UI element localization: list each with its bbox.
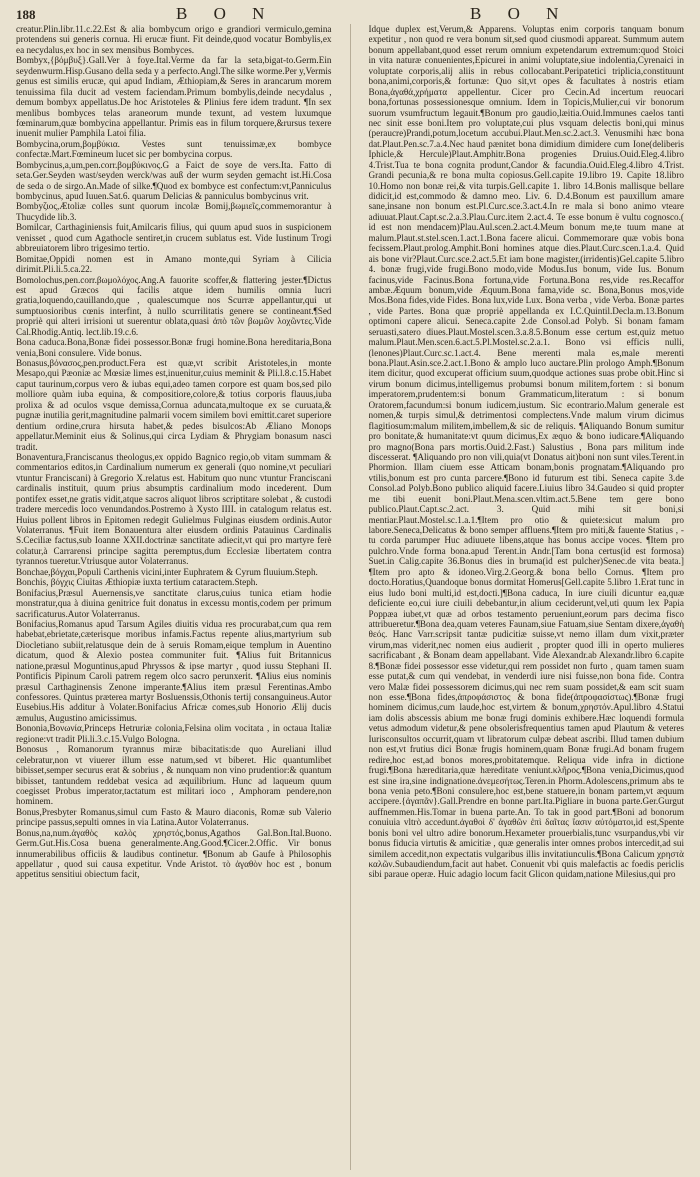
dictionary-entry: Bonchis, βόγχις Ciuitas Æthiopiæ iuxta tertium cataractem.Steph. [16,577,258,588]
dictionary-entry: Bonifacius,Romanus apud Tarsum Agiles diuitis vidua res procurabat,cum qua rem habebat,ebrietate,cæterisque moribus infamis.Factus repente alius,martyrium sub Diocletiano subiit,relatusque dein de à seruis Romam,eique templum in Auentino dicatum, quod & Alexio postea communiter fuit. ¶Alius fuit Britannicus natione,præsul Moguntinus,apud Phryssos & ipse martyr , quod iussu Stephani II. Pontificis Pipinum Caroli patrem regem olco sacro perunxerit. ¶Alius eius nominis præsul Carthaginensis Zenone imperante.¶Alius item præsul Ferentinas.Ambo confessores. Quintus præterea martyr Bosluenssis,Othonis tertij consanguineus.Autor Eusebius.His additur à Volater.Bonifacius Africæ comes,sub Honorio Ælij ducis æmulus, Augustino amicissimus. [16,618,332,723]
dictionary-entry: Bonus,na,num.ἀγαθὸς καλὸς χρηστός,bonus,Agathos Gal.Bon.Ital.Buono. Germ.Gut.His.Cosa buena generalmente.Ang.Good.¶Cicer.2.Offic. Vir bonus innumerabilibus officiis & laudibus continetur. ¶Bonum ab Gaufe à Philosophis appellatur , quod sui causa expetitur. Vnde Aristot. τὸ ἀγαθὸν hoc est , bonum appetitus sensitiui obiectum facit, [16,827,332,880]
dictionary-entry: Bonifacius,Præsul Auernensis,ve sanctitate clarus,cuius tunica etiam hodie monstratur,qua à diuina genitrice fuit donatus in excessu montis,codem per primum sacrificaturus.Autor Volaterranus. [16,587,332,619]
dictionary-entry: Bononia,Βονωνία,Princeps Hetruriæ colonia,Felsina olim vocitata , in octaua Italiæ regione:vt tradit Pli.li.3.c.15.Vulgo Bologna. [16,723,332,744]
dictionary-entry: Bombyζιος,Ætoliæ colles sunt quorum incolæ Bomij,βωμιεῖς,commemorantur à Thucydide lib.3. [16,201,332,222]
page-header [0,0,700,26]
dictionary-entry: Bonasus,βόνασος,pen.product.Fera est quæ,vt scribit Aristoteles,in monte Mesapo,qui Pæoniæ ac Mœsiæ limes est,inuenitur,cuius meminit & Pli.l.8.c.15.Habet caput taurinum,corpus vero & iubas equi,adeo tamen corpore est quam bos,sed pilo molliore quàm iuba equina, & compositiore,colore,& totius corporis flauus,iuba prolixa & ad oculos vsque demissa,Cornua aduncata,multoque ex se curuata,& pugnæ inutilia gerit,magnitudine palmarii vocem similem bovi emittit.caret superiore dentium ordine,crura hirsuta habet,& pedes bisulcos:Ab Æliano Monops appellatur.Meminit eius & Solinus,qui circa Lydiam & Phrygiam bonasum nasci tradit. [16,358,332,452]
page-number: 188 [16,7,36,22]
dictionary-entry: creatur.Plin.libr.11.c.22.Est & alia bombycum origo e grandiori vermiculo,gemina protendens sui generis cornua. Hi erucæ fiunt. Fit deinde,quod vocatur Bombylis,ex ea necydalus,ex hoc in sex mensibus Bombyces. [16,24,332,55]
right-column [369,24,685,1170]
dictionary-entry: Bonaventura,Franciscanus theologus,ex oppido Bagnico regio,ob vitam summam & commentarios editos,in Cardinalium numerum ex generali (quo nomine,vt peculiari vtuntur Franciscani) à Gregorio X.relatus est. Habitum quo nunc vtuntur Franciscani cardinalis instituit, quum prius absumptis cardinalium modo incederent. Dum pontifex esset,ne gratis vidit,atque sacros aliquot libros scriptitare solebat , & custodi tradere mercedis loco venundandos.Postremo à Xysto IIII. in catalogum relatus est. Huius pollent libros in Epitomen redegit Gulielmus Fulginas eiusdem ordinis.Autor Volaterranus. ¶Fuit item Bonauentura alter eiusdem ordinis Patauinus Cardinalis S.Ceciliæ factus,sub Ioanne XXII.doctrinæ sanctitate adiecit,vt qui pro martyre ferè colatur,à Carrarensi principe sagitta peremptus,dum Ecclesiæ libertatem contra tyrannos tueretur.Vtriusque autor Volaterranus. [16,451,332,567]
dictionary-entry: Bonchae,βόγχαι,Populi Carthenis vicini,inter Euphratem & Cyrum fluuium.Steph. [16,566,318,577]
dictionary-entry: Bonosus , Romanorum tyrannus miræ bibacitatis:de quo Aureliani illud celebratur,non vt viuerer illum esse natum,sed vt biberet. Hic quantumlibet bibisset,semper securus erat & sobrius , & nunquam non vino prudentior:& quantum bibisset, tantundem reddebat vesica ad æquilibrium. Hunc ad laqueum quum coegisset Probus imperator,tactatum est militari ioco , Amphoram pendere,non hominem. [16,744,332,807]
dictionary-entry: Bonus,Presbyter Romanus,simul cum Fasto & Mauro diaconis, Romæ sub Valerio principe passus,sepulti omnes in via Latina.Autor Volaterranus. [16,806,332,828]
dictionary-entry: Bombycinus,a,um,pen.corr.βομβύκινος.G a Faict de soye de vers.Ita. Fatto di seta.Ger.Seyden wast/seyden werck/was auß der wurm seyden gemacht ist.Hi.Cosa de seda o de sirgo.An.Made of silke.¶Quod ex bombyce est confectum:vt,Panniculus bombycinus, apud Iuuen.Sat.6. quarum Delicias & panniculus bombycinus vrit. [16,159,332,201]
column-divider [350,24,351,1170]
dictionary-entry: Bomilcar, Carthaginiensis fuit,Amilcaris filius, qui quum apud suos in suspicionem venisset , quod cum Agathocle sentiret,in crucem sublatus est. Vide Iustinum Trogi abbreuiatorem libro trigesimo tertio. [16,222,332,254]
running-head-right: B O N [470,4,570,23]
dictionary-entry: Bomitae,Oppidi nomen est in Amano monte,qui Syriam à Cilicia dirimit.Pli.li.5.ca.22. [16,253,332,275]
dictionary-entry: Bomolochus,pen.corr.βωμολόχος.Ang.A fauorite scoffer,& flattering jester.¶Dictus est apud Græcos qui facilis atque idem humilis omnia lucri gratia,loquendo,cauillando,que , qualescumque nos Scurræ appellantur,qui ut sumptuosioribus cœnis interfint, à nullo scurrilitatis genere se contineant.¶Sed propriè qui alteri irrisioni ut suerentur oblata,quasi ἀπὸ τῶν βωμῶν λοχῶντες.Vide Cal.Rhodig.Antiq. lect.lib.19.c.6. [16,274,332,337]
running-head-left: B O N [176,4,276,23]
two-column-body [16,24,684,1170]
dictionary-entry: Bombyx,{βόμβυξ}.Gall.Ver à foye.Ital.Verme da far la seta,bigat-to.Germ.Ein seydenwurm.Hisp.Gusano della seda y a perfecto.Angl.The silke worme.Per y,Vermis genus est similis erucæ, qui apud Indiam, Æthiopiam,& Seres in arancarum morem tenuissima fila ducit ad vestem faciendam.Primum bombylis,deinde necydalus , demum bombyx appellatus.De hoc Aristoteles & Plinius fere idem tradunt. ¶In sex menlibus bombyces telas araneorum munde texunt, ad vestem luxumque fœminarum,quæ bombycina appellantur. Primis eas in filum torquere,&rursus texere inuenit mulier Pamphila Latoi filia. [16,55,332,139]
left-column [16,24,332,1170]
dictionary-entry: Idque duplex est,Verum,& Apparens. Voluptas enim corporis tanquam bonum expetitur , non quod re vera bonum sit,sed quod ciusmodi appareat. Summum autem bonum appellabant,quod esset rerum omnium expetendarum extremum:quod Stoici in vita naturæ conuenientes,Epicurei in animi voluptate,siue indolentia,Cyrenaici in voluptate corporis,alij aliis in rebus collocabant.Peripatetici triplicia,constituunt bona,animi,corporis,& fortunæ: Quo sit,vt opes & facultates à nostris etiam Bona,ἀγαθά,χρήματα appellentur. Cicer pro Cecin.Ad incertum reuocari bona,fortunas possessionesque omnium. Idem in Topicis,Mulier,cui vir bonorum suorum vsumfructum legauit.¶Bonum pro gaudio,læitia.Ouid.Immunes caelos tanti nec sinit esse boni.Item pro voluptate,cui plus vsquam delectis boni,qui minus (peraucre)Prandi,potum,locetum accubui.Plaut.Men.sc.2.act.3. Venusmihi hæc bona dat.Plaut.Pen.sc.7.a.4.Nec haud pænitet bona dimidium dimidere cum Ione(deliberis Iphicle,& Hercule)Plaut.Amphitr.Bona progenies Druius.Ouid.Eleg.4.libro 4.Trist.Tua te bona cognita produnt,Candor & facundia.Ouid.Eleg.4.libro 4.Trist. Grandi pecunia,& re bona multa copiosus.Gell.capite 19.libro 19. Capite 18.libro 10.Homo non bonæ rei,& vita turpis.Gell.capite 1. libro 14.Bonis mallisque bellare didicit,id est,commodo & damno meo. Liv. 6. D.4.Bonum est pauxillum amare sane,insane non bonum est.Pl.Curc.sce.3.act.4.In re mala si bono animo vteare adiuuat.Plaut.Capt.sc.2.a.3.Plau.Curc.item 2.act.4. Te esse bonum ë vultu cognosco.( id est non mendacem)Plau.Aul.scen.2.act.4.Meum bonum me,te tuum mane at malum.Plaut.st.stel.scen.1.act.1.Bona facere alicui. Commemorare quæ vobis bona fecissem.Plaut.prolog.Amphit.Boni homines atque dies.Plaut.Curc.scen.1.a.4. Quid ais bone vir?Plaut.Curc.sce.2.act.5.Et iam bone magister,(irridentis)Gel.capite 5.libro 4. bonæ frugi,vide frugi.Bono modo,vide Modus.Ius bonum, vide Ius. Bonum facinus,vide Facinus.Bona fortuna,vide Fortuna.Bona res,vide res.Recaffor ambæ.Æquum bonum,vide Æquum.Bona fama,vide sc. Bona,Bonus mos,vide Mos.Bona fides,vide Fides. Bona lux,vide Lux. Bona verba , vide Verba. Bonæ partes , vide Partes. Bona quæ propriè appellanda ex I.C.Quintil.Decla.m.13.Bonum optimoni capere alicui. Seneca.capite 2.de Consol.ad Polyb. Si bonam famam seruasti,satero diues.Plaut.Mostel.scen.3.a.8.5.Bonum esse certum est,quiz metuo malum.Plaut.Men.scen.6.act.5.Pl.Mostel.sc.2.a.1. Bono vsi efficis nulli,(lenones)Plaut.Curc.sc.1.act.4. Bene merenti mala es,male merenti bona.Plaut.Asin.sce.2.act.1.Bono & amplo luco auctare.Plin prologo Amph.¶Bonum item dicitur, quod excuperat officium suum,quodque actiones suas probe obit.Hinc si virum bonum dicimus,intelligemus probumsi bonum militem,fortem : si bonum imperatorem,prudentem:si bonum Grammaticum,literatum : si bonum Oratorem,facundum:si bonum iudicem,iustum. Sic econtrario.Malum generale est nomen,& turpis simul,& detrimentosi complectens.Vnde malum virum dicimus flagitiosum:malum militem,imbellem,& sic de reliquis. ¶Aliquando Bonum sumitur pro bonitate,& humanitate:vt quum dicimus,Ex æquo & bono iudicare.¶Aliquando pro magno(Bona pars mortis.Ouid.2.Fast.) Salustius , Bona pars militum inde discesserat. ¶Aliquando pro non vili,quia(vt Donatus ait)boni non sunt viles.Terent.in Phormion. Illam ciuem esse Atticam bonam,bonis prognatam.¶Aliquando pro vtilis,bonum est pro cunta parcere.¶Bono id futurum est tibi. Seneca capite 3.de Consol.ad Polyb.Bono publico aliquid facere.Liuius libro 34.Gaudeo si quid propter me tibi euenit boni.Plaut.Mena.scen.vltim.act.5.Bene tem gere bono publico.Plaut.Capt.sc.2.act. 3. Quid mihi sit boni,si mentiar.Plaut.Mostel.sc.1.a.1.¶Item pro otio & quiete:sicut malum pro labore.Seneca,Delicatus & bono semper affluens.¶Item pro miti,& fauente Statius , -tu corda parumper Huc adiuuete libens,atque has bonus accipe voces. ¶Item pro pulchro.Vnde forma bona.apud Terent.in Andr.[Tam bona certus(id est formosa) Suet.in Calig.capite 36.Bonus dies in bruma(id est pulcher)Senec.de vita beata.] ¶Item pro apto & idoneo.Virg.2.Georg.& bona bello Cornus. ¶Item pro docto.Horatius,Quandoque bonus dormitat Homerus[Gell.capite 5.libro 1.Erat tunc in eius ludo boni multi,id est,docti.]¶Bona caduca, In iure ciuili dicuntur ea,quæ deficiente eo,cui iure ciuili debebantur,in alium ceciderunt,vel,uti quum lex Papia Poppæa iubet,vt quæ ad orbos testamento perueniunt,eorum pars decima fisco attribueretur.¶Bona dea,quam veteres Faunam,siue Fatuam,siue Sentam dixere,ἀγαθὴ θεός. Hanc Varr.scripsit tantæ pudicitiæ suisse,vt nemo illam dum vixit,præter virum,mas viderit,nec nomen eius audierit , propter quod illi in operto mulieres sacrificabant , & Bonam deam appellabant. Vide Alexandr.ab Alexandr.libro 6.capite 8.¶Bonæ fidei possessor esse videtur,qui rem possidet non furto , quam tamen suam esse putat,& cum qui vendebat, in venderdi iure nisi fuisse,non bona fide. Contra vero Malæ fidei possessorem dicimus,qui nec rem suam possidet,& eam scit suam non esse.¶Bona fides,ἀπροφάσιστος & bona fide(ἀπροφασίστως).¶Bonæ frugi hominem dicimus,cum laude,hoc est,virtem & bonum,χρηστόν.Apul.libro 4.Statui iam dolis abscessis abium me bonæ frugi dominis exhibere.Hæc loquendi formula vetus admodum videtur,& pene obsolerisfrequentius tamen apud Plautum & veteres Iurisconsultos occurrit,quam vt libratorum culpæ debeat ascribi. Illud tamen dubium non est,vt frutius dici Bonæ frugis hominem,quam Bonæ frugi.Ad bonam frugem redire,hoc est,ad bonos mores,probitatemque. Reliqua vide infra in dictione frugi.¶Bona hæreditaria,quæ hæreditate veniunt.κλῆρος.¶Bona venia,Dicimus,quod est sine ira,sine indignatione.ἀνεμεσήτως.Teren.in Phorm.Adolescens,primum abs te bona venia peto.¶Boni consulere,hoc est,bene statuere,in bonam partem,vt æquum accipere.{ἀγαπᾶν}.Gall.Prendre en bonne part.Ita.Pigliare in buona parte.Ger.Gurgut auffnemmen.His.Tomar in buena parte.An. To tak in good part.¶Boni ad bonorum conuiuia vltrò accedunt.ἀγαθοὶ δ' ἀγαθῶν ἐπὶ δαῖτας ἴασιν αὐτόματοι,id est,Spente bonis boni vel ultro adire bonorum.Hexameter prouerbialis,tunc vsurpandus,vbi vir bonus fiducia virtutis & amicitiæ , quæ generalis inter omnes probos intercedit,ad sui similem accedit,non expectatis vulgaribus illis invitatiunculis.¶Bona Calicum χρηστὰ καλῶν.Subaudiendum,facit aut habet. Conuenit vbi quis malefactis ac foedis periclis sibi paraue operæ. Huic adagio locum facit Glicon quidam,natione Milesius,qui pro [368,24,684,880]
dictionary-entry: Bombycina,orum,βομβύκια. Vestes sunt tenuissimæ,ex bombyce confectæ.Mart.Fœmineum lucet sic per bombycina corpus. [16,138,332,160]
dictionary-entry: Bona caduca.Bona,Bonæ fidei possessor.Bonæ frugi homine.Bona hereditaria,Bona venia,Boni consulere. Vide bonus. [16,337,332,358]
